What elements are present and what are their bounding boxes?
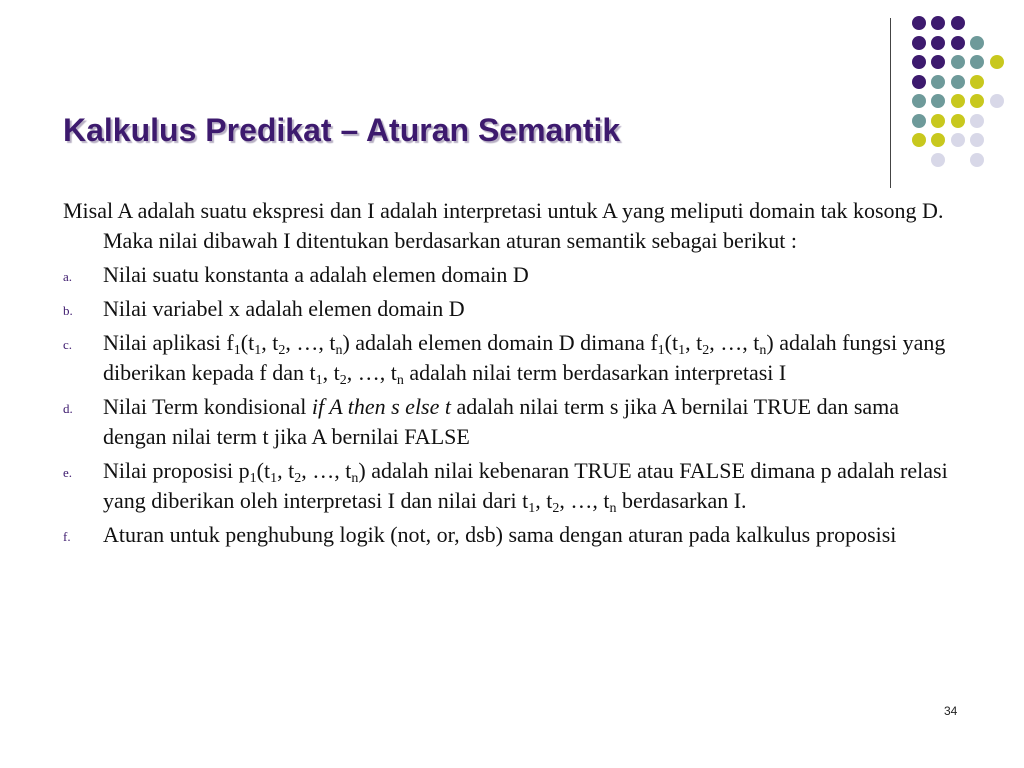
purple-dot: [912, 75, 926, 89]
text-run: , t: [535, 488, 553, 513]
subscript: n: [759, 343, 767, 358]
subscript: 2: [702, 343, 710, 358]
rule-item-marker: b.: [63, 303, 73, 318]
rule-item-text: [103, 296, 465, 321]
subscript: 1: [270, 471, 278, 486]
text-run: Nilai aplikasi f: [103, 330, 234, 355]
rule-item-text: [103, 394, 899, 449]
teal-dot: [931, 75, 945, 89]
text-run: , t: [322, 360, 340, 385]
slide-title: Kalkulus Predikat – Aturan Semantik: [63, 112, 621, 148]
rule-item-marker: e.: [63, 465, 73, 480]
yellow-dot: [970, 94, 984, 108]
intro-paragraph: Misal A adalah suatu ekspresi dan I adalah interpretasi untuk A yang meliputi domain tak kosong D. Maka nilai dibawah I ditentukan berdasarkan aturan semantik sebagai berikut :: [63, 198, 944, 253]
lavender-dot: [931, 153, 945, 167]
rule-item: [63, 294, 963, 324]
rule-item-marker: c.: [63, 337, 73, 352]
lavender-dot: [970, 153, 984, 167]
lavender-dot: [990, 94, 1004, 108]
subscript: 2: [278, 343, 286, 358]
yellow-dot: [990, 55, 1004, 69]
page-number: 34: [944, 704, 958, 718]
subscript: n: [351, 471, 359, 486]
rule-item-marker: f.: [63, 529, 71, 544]
lavender-dot: [970, 114, 984, 128]
teal-dot: [912, 94, 926, 108]
subscript: 1: [315, 373, 323, 388]
lavender-dot: [951, 133, 965, 147]
text-run: , …, t: [301, 458, 352, 483]
purple-dot: [912, 36, 926, 50]
subscript: 1: [657, 343, 665, 358]
purple-dot: [912, 55, 926, 69]
text-run: , …, t: [559, 488, 610, 513]
text-run: (t: [240, 330, 255, 355]
subscript: 2: [294, 471, 302, 486]
semantic-rules-list: [63, 260, 963, 550]
text-run: Nilai Term kondisional: [103, 394, 312, 419]
subscript: 1: [249, 471, 257, 486]
purple-dot: [931, 36, 945, 50]
text-run: Nilai suatu konstanta a adalah elemen domain D: [103, 262, 529, 287]
rule-item-marker: d.: [63, 401, 73, 416]
subscript: 1: [233, 343, 241, 358]
purple-dot: [931, 16, 945, 30]
rule-item: [63, 260, 963, 290]
yellow-dot: [970, 75, 984, 89]
rule-item: [63, 456, 963, 516]
text-run: Aturan untuk penghubung logik (not, or, dsb) sama dengan aturan pada kalkulus proposisi: [103, 522, 897, 547]
text-run: ) adalah nilai kebenaran TRUE atau FALSE dimana p adalah relasi yang diberikan oleh interpretasi I dan nilai dari t: [103, 458, 948, 513]
text-run: ) adalah fungsi yang diberikan kepada f dan t: [103, 330, 946, 385]
text-run: , t: [685, 330, 703, 355]
yellow-dot: [931, 133, 945, 147]
purple-dot: [951, 16, 965, 30]
rule-item: [63, 392, 963, 452]
purple-dot: [931, 55, 945, 69]
purple-dot: [951, 36, 965, 50]
text-run: , t: [261, 330, 279, 355]
purple-dot: [912, 16, 926, 30]
subscript: n: [396, 373, 404, 388]
text-run: Nilai variabel x adalah elemen domain D: [103, 296, 465, 321]
text-run: , …, t: [285, 330, 336, 355]
teal-dot: [912, 114, 926, 128]
subscript: n: [609, 501, 617, 516]
subscript: 2: [339, 373, 347, 388]
yellow-dot: [951, 114, 965, 128]
text-run: , …, t: [346, 360, 397, 385]
teal-dot: [951, 55, 965, 69]
rule-item-text: [103, 262, 529, 287]
text-run: , t: [277, 458, 295, 483]
rule-item: [63, 520, 963, 550]
rule-item-text: [103, 330, 946, 388]
rule-item-text: [103, 522, 896, 547]
subscript: n: [335, 343, 343, 358]
rule-item-marker: a.: [63, 269, 73, 284]
slide-body: [63, 196, 963, 554]
teal-dot: [951, 75, 965, 89]
subscript: 1: [254, 343, 262, 358]
teal-dot: [970, 55, 984, 69]
text-run: adalah nilai term berdasarkan interpretasi I: [403, 360, 787, 385]
italic-expression: if A then s else t: [311, 394, 451, 419]
rule-item-text: [103, 458, 948, 516]
subscript: 1: [678, 343, 686, 358]
rule-item: [63, 328, 963, 388]
text-run: (t: [256, 458, 271, 483]
text-run: adalah nilai term s jika A bernilai TRUE dan sama dengan nilai term t jika A bernilai FALSE: [103, 394, 900, 449]
text-run: ) adalah elemen domain D dimana f: [342, 330, 658, 355]
decorative-divider-line: [890, 18, 891, 188]
text-run: , …, t: [709, 330, 760, 355]
yellow-dot: [931, 114, 945, 128]
text-run: berdasarkan I.: [616, 488, 747, 513]
yellow-dot: [951, 94, 965, 108]
teal-dot: [970, 36, 984, 50]
teal-dot: [931, 94, 945, 108]
text-run: Nilai proposisi p: [103, 458, 250, 483]
lavender-dot: [970, 133, 984, 147]
yellow-dot: [912, 133, 926, 147]
text-run: (t: [664, 330, 679, 355]
subscript: 2: [552, 501, 560, 516]
subscript: 1: [528, 501, 536, 516]
